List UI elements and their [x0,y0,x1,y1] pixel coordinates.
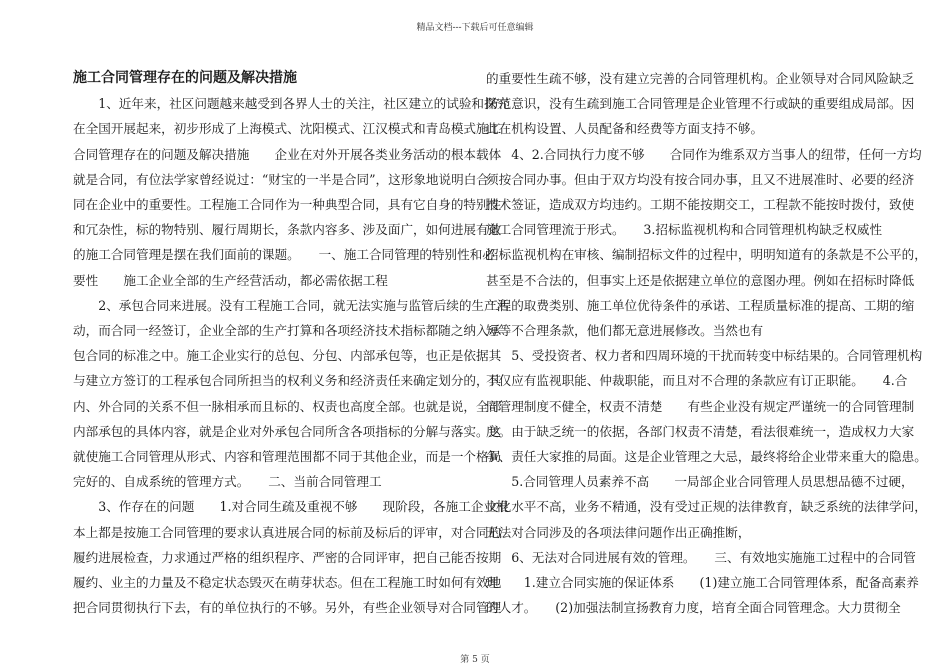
text-line: 须按合同办事。但由于双方均没有按合同办事，且又不进展准时、必要的经济 [486,171,915,187]
text-line: 施工合同管理流于形式。 3.招标监视机构和合同管理机构缺乏权威性 [486,222,883,238]
text-line: 短等不合理条款，他们都无意进展修改。当然也有 [486,323,764,339]
text-line: 甚至是不合法的，但事实上还是依据建立单位的意图办理。例如在招标时降低 [486,272,915,288]
text-line: 内部承包的具体内容，就是企业对外承包合同所含各项指标的分解与落实。这 [73,423,502,439]
text-line: 2、承包合同来进展。没有工程施工合同，就无法实施与监管后续的生产活 [73,297,510,313]
text-line: 在全国开展起来，初步形成了上海模式、沈阳模式、江汉模式和青岛模式施工 [73,121,502,137]
text-line: 5.合同管理人员素养不高 一局部企业合同管理人员思想品德不过硬， [486,474,914,490]
text-line: 4、2.合同执行力度不够 合同作为维系双方当事人的纽带，任何一方均 [486,146,922,162]
text-line: 动，而合同一经签订，企业全部的生产打算和各项经济技术指标都随之纳入承 [73,323,502,339]
text-line: 同在企业中的重要性。工程施工合同作为一种典型合同，具有它自身的特别性 [73,197,502,213]
text-line: 的重要性生疏不够，没有建立完善的合同管理机构。企业领导对合同风险缺乏 [486,71,915,86]
text-line: 6、无法对合同进展有效的管理。 三、有效地实施施工过程中的合同管 [486,549,916,565]
text-line: 同管理制度不健全，权责不清楚 有些企业没有规定严谨统一的合同管理制 [486,398,915,414]
document-title: 施工合同管理存在的问题及解决措施 [73,70,297,86]
text-line: 5、受投资者、权力者和四周环境的干扰而转变中标结果的。合同管理机构 [486,348,923,364]
text-line: 与建立方签订的工程承包合同所担当的权利义务和经济责任来确定划分的，其 [73,373,502,389]
right-column [486,66,927,620]
text-line: 防范意识，没有生疏到施工合同管理是企业管理不行或缺的重要组成局部。因 [486,96,915,112]
text-line: 度。由于缺乏统一的依据，各部门权责不清楚，看法很难统一，造成权力大家 [486,423,915,439]
text-line: 争、责任大家推的局面。这是企业管理之大忌，最终将给企业带来重大的隐患。 [486,449,927,465]
left-body-text [73,91,510,620]
text-line: 内、外合同的关系不但一脉相承而且标的、权责也高度全部。也就是说，全部 [73,398,502,414]
text-line: 不仅应有监视职能、仲裁职能，而且对不合理的条款应有订正职能。 4.合 [486,373,908,389]
text-line: 招标监视机构在审核、编制招标文件的过程中，明明知道有的条款是不公平的， [486,247,927,263]
text-line: 和冗杂性，标的物特别、履行周期长，条款内容多、涉及面广，如何进展有效 [73,222,502,238]
text-line: 此在机构设置、人员配备和经费等方面支持不够。 [486,121,764,137]
text-line: 技术签证，造成双方均违约。工期不能按期交工，工程款不能按时拨付，致使 [486,197,915,213]
text-line: 本上都是按施工合同管理的要求认真进展合同的标前及标后的评审，对合同的 [73,524,502,540]
left-column [73,66,510,620]
text-line: 的人才。 (2)加强法制宣扬教育力度，培育全面合同管理念。大力贯彻全 [486,600,901,616]
text-line: 文化水平不高，业务不精通，没有受过正规的法律教育，缺乏系统的法律学问， [486,499,927,515]
text-line: 完好的、自成系统的管理方式。 二、当前合同管理工 [73,474,382,490]
text-line: 合同管理存在的问题及解决措施 企业在对外开展各类业务活动的根本载体 [73,146,502,162]
text-line: 就使施工合同管理从形式、内容和管理范围都不同于其他企业，而是一个格局 [73,449,502,465]
text-line: 理 1.建立合同实施的保证体系 (1)建立施工合同管理体系，配备高素养 [486,575,919,591]
right-body-text [486,66,927,620]
text-line: 工程的取费类别、施工单位优待条件的承诺、工程质量标准的提高、工期的缩 [486,297,915,313]
page-number: 第 5 页 [460,655,490,665]
text-line: 就是合同，有位法学家曾经说过：“财宝的一半是合同”，这形象地说明白合 [73,171,489,187]
text-line: 的施工合同管理是摆在我们面前的课题。 一、施工合同管理的特别性和必 [73,247,495,263]
page-header: 精品文档---下载后可任意编辑 [416,23,534,33]
text-line: 履约进展检查，力求通过严格的组织程序、严密的合同评审，把自己能否按期 [73,549,502,565]
text-line: 3、作存在的问题 1.对合同生疏及重视不够 现阶段，各施工企业根 [73,499,509,515]
text-line: 要性 施工企业全部的生产经营活动，都必需依据工程 [73,272,388,288]
text-line: 包合同的标准之中。施工企业实行的总包、分包、内部承包等，也正是依据其 [73,348,502,364]
text-line: 把合同贯彻执行下去，有的单位执行的不够。另外，有些企业领导对合同管理 [73,600,502,616]
text-line: 无法对合同涉及的各项法律问题作出正确推断， [486,524,751,540]
text-line: 履约、业主的力量及不稳定状态毁灭在萌芽状态。但在工程施工时如何有效地 [73,575,502,591]
text-line: 1、近年来，社区问题越来越受到各界人士的关注，社区建立的试验和探究 [73,96,510,112]
